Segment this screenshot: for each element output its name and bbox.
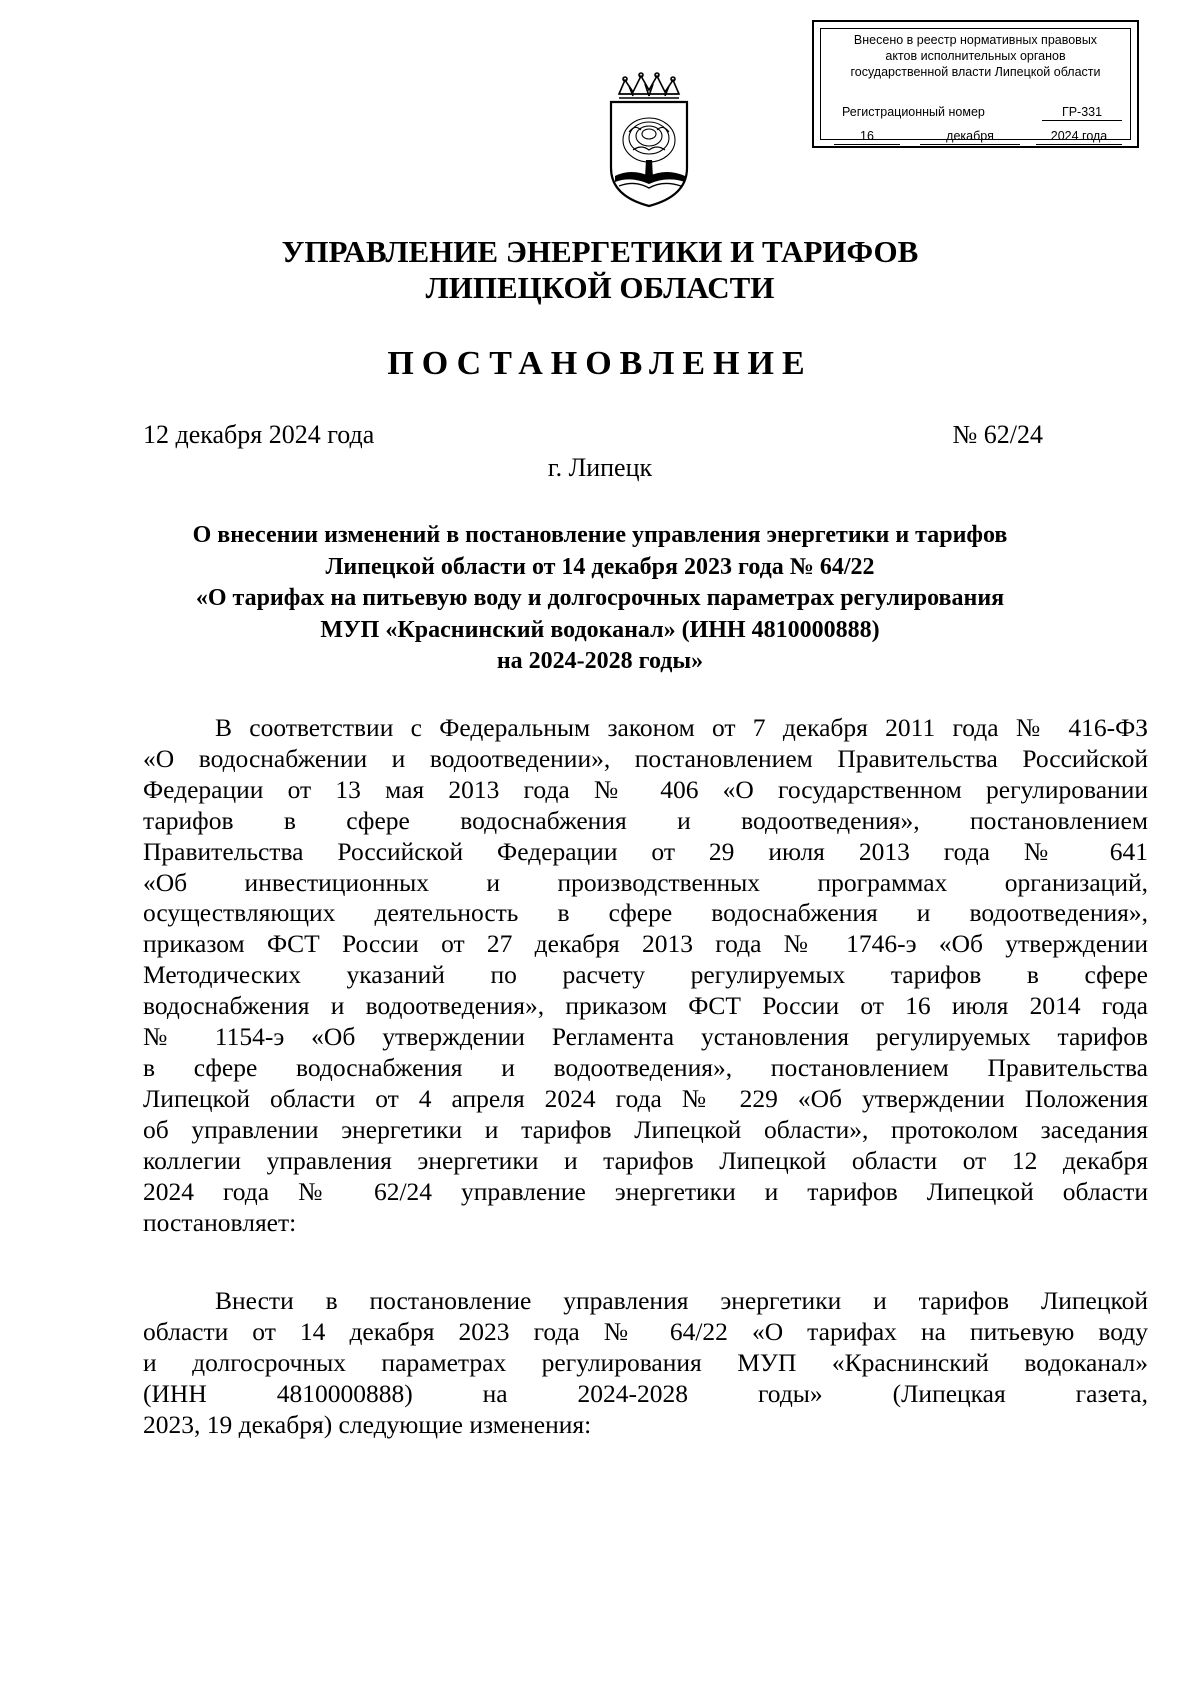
document-number: № 62/24 xyxy=(952,420,1043,449)
paragraph-line: коллегии управления энергетики и тарифов Липецкой области от 12 декабря xyxy=(143,1145,1148,1175)
registry-stamp-line: государственной власти Липецкой области xyxy=(850,65,1101,79)
subject-line: на 2024-2028 годы» xyxy=(496,648,704,674)
registry-day: 16 xyxy=(834,128,900,145)
paragraph-line: Внести в постановление управления энергетики и тарифов Липецкой xyxy=(215,1286,1148,1315)
paragraph-line: 2024 года № 62/24 управление энергетики и тарифов Липецкой области xyxy=(143,1176,1148,1206)
paragraph-line: тарифов в сфере водоснабжения и водоотведения», постановлением xyxy=(143,805,1148,835)
registry-stamp-line: Внесено в реестр нормативных правовых xyxy=(853,33,1098,47)
paragraph-line: осуществляющих деятельность в сфере водоснабжения и водоотведения», xyxy=(143,898,1148,928)
agency-name-line-2: ЛИПЕЦКОЙ ОБЛАСТИ xyxy=(425,270,775,305)
paragraph-line: об управлении энергетики и тарифов Липецкой области», протоколом заседания xyxy=(143,1114,1148,1144)
registry-stamp xyxy=(812,20,1139,148)
registry-stamp-line: актов исполнительных органов xyxy=(885,49,1066,63)
subject-line: МУП «Краснинский водоканал» (ИНН 4810000888) xyxy=(320,616,880,643)
paragraph-line: водоснабжения и водоотведения», приказом ФСТ России от 16 июля 2014 года xyxy=(143,991,1148,1021)
subject-line: О внесении изменений в постановление управления энергетики и тарифов xyxy=(192,522,1008,548)
paragraph-line: и долгосрочных параметрах регулирования МУП «Краснинский водоканал» xyxy=(143,1347,1148,1377)
registry-number: ГР-331 xyxy=(1042,104,1122,121)
paragraph-line: Методических указаний по расчету регулируемых тарифов в сфере xyxy=(143,960,1148,990)
paragraph-line: Липецкой области от 4 апреля 2024 года № 229 «Об утверждении Положения xyxy=(143,1083,1148,1113)
paragraph-line: приказом ФСТ России от 27 декабря 2013 года № 1746-э «Об утверждении xyxy=(143,929,1148,959)
paragraph-line: Правительства Российской Федерации от 29 июля 2013 года № 641 xyxy=(143,836,1148,866)
registry-month: декабря xyxy=(920,128,1020,145)
subject-line: «О тарифах на питьевую воду и долгосрочных параметрах регулирования xyxy=(195,585,1005,611)
paragraph-line: (ИНН 4810000888) на 2024-2028 годы» (Липецкая газета, xyxy=(143,1378,1148,1408)
registry-year: 2024 года xyxy=(1036,128,1122,145)
document-type: ПОСТАНОВЛЕНИЕ xyxy=(387,345,813,382)
paragraph-line: «О водоснабжении и водоотведении», постановлением Правительства Российской xyxy=(143,743,1148,773)
paragraph-line: в сфере водоснабжения и водоотведения», постановлением Правительства xyxy=(143,1052,1148,1082)
paragraph-line: «Об инвестиционных и производственных программах организаций, xyxy=(143,867,1148,897)
paragraph-line: 2023, 19 декабря) следующие изменения: xyxy=(143,1409,592,1439)
subject-line: Липецкой области от 14 декабря 2023 года № 64/22 xyxy=(325,553,875,580)
lipetsk-coat-of-arms-icon xyxy=(605,72,693,210)
registry-number-label: Регистрационный номер xyxy=(842,105,985,119)
registry-stamp-text xyxy=(818,32,1133,80)
document-subject xyxy=(0,520,1200,678)
document-date: 12 декабря 2024 года xyxy=(143,420,375,449)
agency-name-line-1: УПРАВЛЕНИЕ ЭНЕРГЕТИКИ И ТАРИФОВ xyxy=(281,234,919,269)
paragraph-line: Федерации от 13 мая 2013 года № 406 «О государственном регулировании xyxy=(143,774,1148,804)
paragraph-amendment xyxy=(143,1286,1148,1441)
document-city: г. Липецк xyxy=(547,453,653,482)
paragraph-line: В соответствии с Федеральным законом от 7 декабря 2011 года № 416-ФЗ xyxy=(215,713,1148,742)
paragraph-line: № 1154-э «Об утверждении Регламента установления регулируемых тарифов xyxy=(143,1022,1148,1052)
paragraph-line: постановляет: xyxy=(143,1207,297,1237)
paragraph-line: области от 14 декабря 2023 года № 64/22 «О тарифах на питьевую воду xyxy=(143,1316,1148,1346)
paragraph-legal-basis xyxy=(143,713,1148,1238)
